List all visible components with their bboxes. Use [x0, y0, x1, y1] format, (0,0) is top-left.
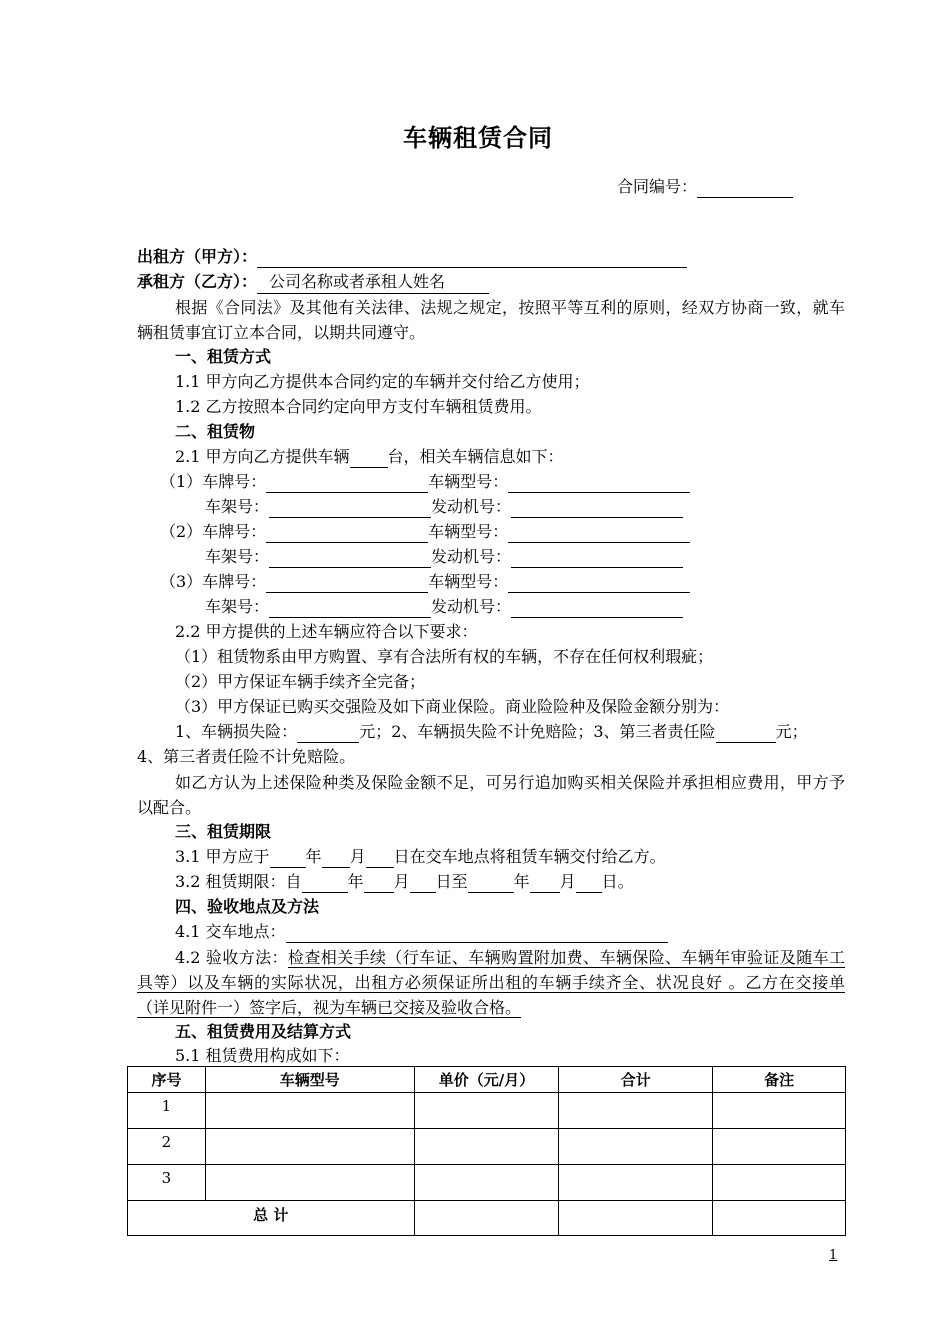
clause-3-1-text: 3.1 甲方应于	[175, 847, 270, 866]
clause-4-2	[137, 945, 845, 1020]
requirement-2: （2）甲方保证车辆手续齐全完备；	[175, 672, 426, 691]
price-cell[interactable]	[414, 1129, 559, 1165]
model-label: 车辆型号：	[428, 472, 509, 491]
model-label: 车辆型号：	[428, 522, 509, 541]
engine-label: 发动机号：	[431, 497, 512, 516]
clause-3-1	[175, 846, 666, 868]
month-label: 月	[393, 872, 410, 891]
start-day-field[interactable]	[410, 874, 436, 893]
engine-field[interactable]	[511, 499, 683, 518]
vehicle-2-row-a	[160, 521, 690, 543]
frame-field[interactable]	[269, 599, 431, 618]
header-index: 序号	[128, 1067, 206, 1093]
total-label: 总 计	[128, 1201, 415, 1236]
contract-number	[617, 176, 793, 198]
remarks-cell[interactable]	[713, 1165, 846, 1201]
clause-2-1-text-end: 台，相关车辆信息如下：	[387, 447, 564, 466]
fee-table	[127, 1066, 846, 1236]
start-year-field[interactable]	[302, 874, 348, 893]
lessor-label: 出租方（甲方）：	[137, 247, 258, 266]
engine-label: 发动机号：	[431, 597, 512, 616]
delivery-location-field[interactable]	[286, 924, 668, 943]
lessee-label: 承租方（乙方）：	[137, 272, 258, 291]
end-month-field[interactable]	[530, 874, 560, 893]
header-total: 合计	[559, 1067, 713, 1093]
contract-number-field[interactable]	[697, 179, 793, 198]
intro-paragraph: 根据《合同法》及其他有关法律、法规之规定，按照平等互利的原则，经双方协商一致，就车辆租赁事宜订立本合同，以期共同遵守。	[137, 298, 845, 342]
clause-3-2	[175, 871, 634, 893]
vehicle-number: （1）	[160, 472, 203, 491]
total-remarks-cell[interactable]	[713, 1201, 846, 1236]
plate-label: 车牌号：	[202, 572, 267, 591]
plate-label: 车牌号：	[202, 522, 267, 541]
end-day-field[interactable]	[576, 874, 602, 893]
header-model: 车辆型号	[205, 1067, 414, 1093]
engine-field[interactable]	[511, 549, 683, 568]
month-label: 月	[559, 872, 576, 891]
row-index: 1	[128, 1093, 206, 1129]
total-cell[interactable]	[559, 1093, 713, 1129]
page-number: 1	[829, 1248, 838, 1263]
insurance-text-c: 元；	[775, 722, 808, 741]
grand-total-cell[interactable]	[559, 1201, 713, 1236]
year-label: 年	[513, 872, 530, 891]
year-label: 年	[347, 872, 364, 891]
frame-field[interactable]	[269, 549, 431, 568]
clause-2-1-text: 2.1 甲方向乙方提供车辆	[175, 447, 350, 466]
clause-4-1	[175, 921, 668, 943]
fee-table-header	[128, 1067, 846, 1093]
delivery-day-field[interactable]	[366, 849, 394, 868]
vehicle-1-row-a	[160, 471, 690, 493]
vehicle-3-row-a	[160, 571, 690, 593]
insurance-line	[175, 721, 808, 743]
end-year-field[interactable]	[468, 874, 514, 893]
clause-3-1-end: 日在交车地点将租赁车辆交付给乙方。	[393, 847, 666, 866]
requirement-1: （1）租赁物系由甲方购置、享有合法所有权的车辆，不存在任何权利瑕疵；	[175, 647, 714, 666]
model-cell[interactable]	[205, 1093, 414, 1129]
vehicle-2-row-b	[205, 546, 683, 568]
engine-field[interactable]	[511, 599, 683, 618]
lessor-line	[137, 246, 687, 268]
plate-field[interactable]	[266, 574, 428, 593]
total-row	[128, 1201, 846, 1236]
section-5-heading: 五、租赁费用及结算方式	[175, 1022, 352, 1041]
total-cell[interactable]	[559, 1165, 713, 1201]
table-row	[128, 1165, 846, 1201]
section-4-heading: 四、验收地点及方法	[175, 897, 320, 916]
section-1-heading: 一、租赁方式	[175, 347, 272, 366]
vehicle-loss-amount-field[interactable]	[297, 724, 359, 743]
table-row	[128, 1129, 846, 1165]
frame-field[interactable]	[269, 499, 431, 518]
model-field[interactable]	[508, 474, 690, 493]
section-2-heading: 二、租赁物	[175, 422, 256, 441]
vehicle-count-field[interactable]	[350, 449, 388, 468]
section-3-heading: 三、租赁期限	[175, 822, 272, 841]
delivery-month-field[interactable]	[322, 849, 350, 868]
year-label: 年	[305, 847, 322, 866]
model-field[interactable]	[508, 524, 690, 543]
clause-1-1: 1.1 甲方向乙方提供本合同约定的车辆并交付给乙方使用；	[175, 372, 590, 391]
day-label: 日。	[601, 872, 634, 891]
requirement-3: （3）甲方保证已购买交强险及如下商业保险。商业险险种及保险金额分别为：	[175, 697, 730, 716]
insurance-text-a: 1、车辆损失险：	[175, 722, 298, 741]
delivery-year-field[interactable]	[270, 849, 306, 868]
frame-label: 车架号：	[205, 547, 270, 566]
plate-field[interactable]	[266, 524, 428, 543]
price-cell[interactable]	[414, 1165, 559, 1201]
header-unit-price: 单价（元/月）	[414, 1067, 559, 1093]
inspection-method-label: 4.2 验收方法：	[175, 948, 288, 967]
inspection-method-text: 检查相关手续（行车证、车辆购置附加费、车辆保险、车辆年审验证及随车工具等）以及车辆的实际状况，出租方必须保证所出租的车辆手续齐全、状况良好 。乙方在交接单（详见附件一）签字后，视为车辆已交接及验收合格。	[137, 948, 845, 1017]
clause-1-2: 1.2 乙方按照本合同约定向甲方支付车辆租赁费用。	[175, 397, 542, 416]
engine-label: 发动机号：	[431, 547, 512, 566]
delivery-location-label: 4.1 交车地点：	[175, 922, 286, 941]
clause-3-2-text: 3.2 租赁期限：自	[175, 872, 302, 891]
row-index: 2	[128, 1129, 206, 1165]
clause-2-2: 2.2 甲方提供的上述车辆应符合以下要求：	[175, 622, 478, 641]
lessee-value[interactable]: 公司名称或者承租人姓名	[257, 271, 489, 294]
clause-2-1	[175, 446, 564, 468]
model-field[interactable]	[508, 574, 690, 593]
plate-field[interactable]	[266, 474, 428, 493]
month-label: 月	[349, 847, 366, 866]
lessor-field[interactable]	[257, 249, 687, 268]
remarks-cell[interactable]	[713, 1129, 846, 1165]
start-month-field[interactable]	[364, 874, 394, 893]
row-index: 3	[128, 1165, 206, 1201]
clause-5-1: 5.1 租赁费用构成如下：	[175, 1046, 350, 1065]
table-row	[128, 1093, 846, 1129]
model-cell[interactable]	[205, 1165, 414, 1201]
document-title: 车辆租赁合同	[403, 124, 553, 152]
to-label: 日至	[435, 872, 468, 891]
remarks-cell[interactable]	[713, 1093, 846, 1129]
model-label: 车辆型号：	[428, 572, 509, 591]
third-party-amount-field[interactable]	[716, 724, 776, 743]
price-cell[interactable]	[414, 1093, 559, 1129]
insurance-text-b: 元；2、车辆损失险不计免赔险；3、第三者责任险	[359, 722, 716, 741]
vehicle-3-row-b	[205, 596, 683, 618]
frame-label: 车架号：	[205, 497, 270, 516]
lessee-line	[137, 271, 489, 294]
extra-insurance-paragraph: 如乙方认为上述保险种类及保险金额不足，可另行追加购买相关保险并承担相应费用，甲方予以配合。	[137, 773, 845, 817]
contract-number-label: 合同编号：	[617, 177, 698, 196]
vehicle-1-row-b	[205, 496, 683, 518]
plate-label: 车牌号：	[202, 472, 267, 491]
total-price-cell[interactable]	[414, 1201, 559, 1236]
frame-label: 车架号：	[205, 597, 270, 616]
total-cell[interactable]	[559, 1129, 713, 1165]
model-cell[interactable]	[205, 1129, 414, 1165]
header-remarks: 备注	[713, 1067, 846, 1093]
vehicle-number: （2）	[160, 522, 203, 541]
insurance-line-2: 4、第三者责任险不计免赔险。	[137, 747, 356, 766]
vehicle-number: （3）	[160, 572, 203, 591]
